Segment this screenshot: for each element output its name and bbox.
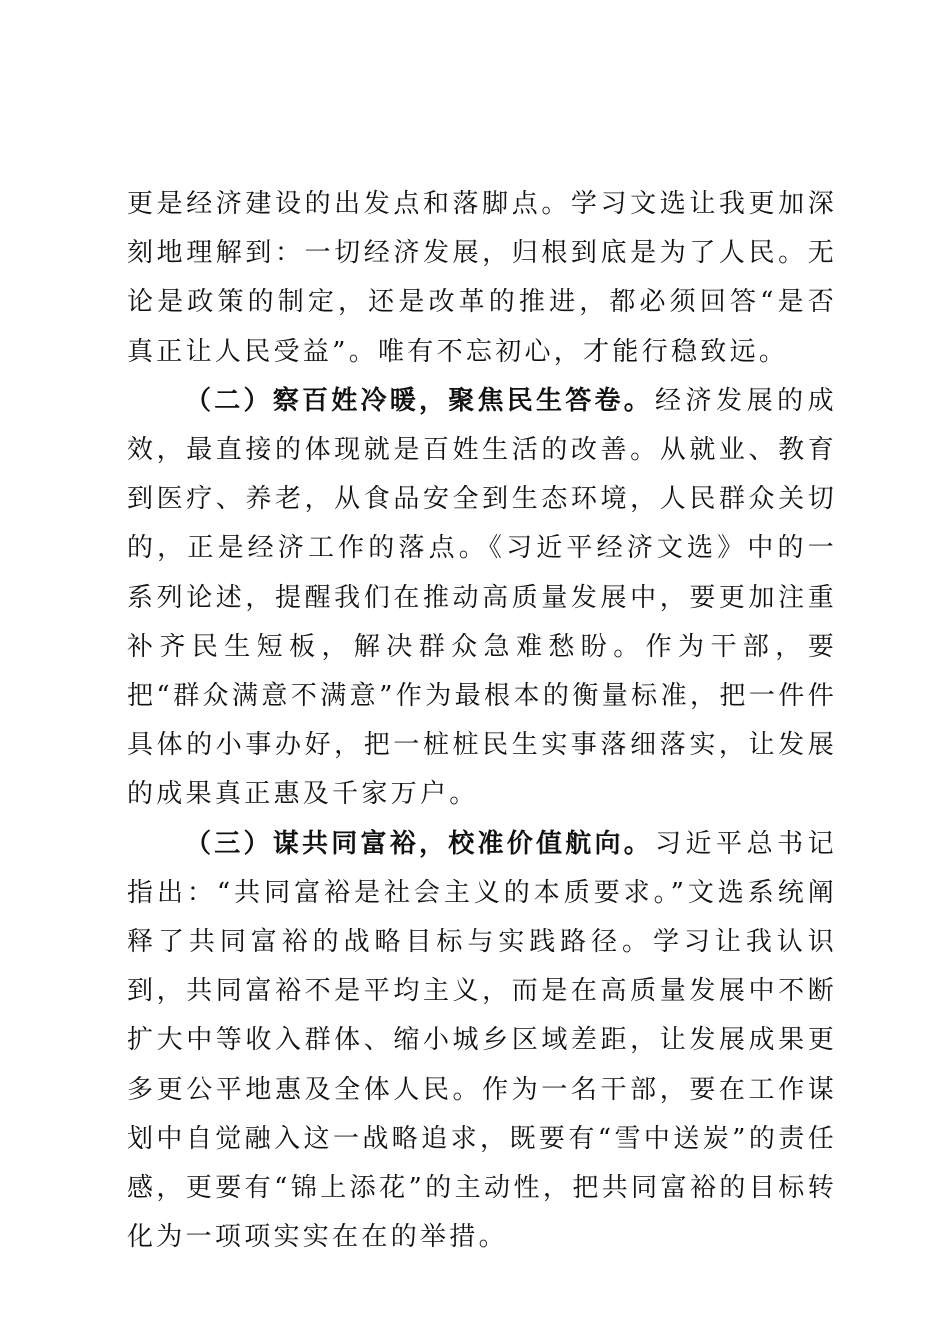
section-2-heading: （二）察百姓冷暖，聚焦民生答卷。 xyxy=(185,385,653,416)
section-3-heading: （三）谋共同富裕，校准价值航向。 xyxy=(185,828,653,859)
section-2-body: 经济发展的成效，最直接的体现就是百姓生活的改善。从就业、教育到医疗、养老，从食品安全到生态环境，人民群众关切的，正是经济工作的落点。《习近平经济文选》中的一系列论述，提醒我们在推动高质量发展中，要更加注重补齐民生短板，解决群众急难愁盼。作为干部，要把“群众满意不满意”作为最根本的衡量标准，把一件件具体的小事办好，把一桩桩民生实事落细落实，让发展的成果真正惠及千家万户。 xyxy=(127,385,837,810)
section-3-paragraph xyxy=(127,820,837,1263)
paragraph-continuation xyxy=(127,180,837,377)
paragraph-1-text: 更是经济建设的出发点和落脚点。学习文选让我更加深刻地理解到：一切经济发展，归根到底是为了人民。无论是政策的制定，还是改革的推进，都必须回答“是否真正让人民受益”。唯有不忘初心，才能行稳致远。 xyxy=(127,189,837,367)
section-2-paragraph xyxy=(127,377,837,820)
document-body xyxy=(127,180,837,1262)
section-3-body: 习近平总书记指出：“共同富裕是社会主义的本质要求。”文选系统阐释了共同富裕的战略目标与实践路径。学习让我认识到，共同富裕不是平均主义，而是在高质量发展中不断扩大中等收入群体、缩小城乡区域差距，让发展成果更多更公平地惠及全体人民。作为一名干部，要在工作谋划中自觉融入这一战略追求，既要有“雪中送炭”的责任感，更要有“锦上添花”的主动性，把共同富裕的目标转化为一项项实实在在的举措。 xyxy=(127,828,837,1253)
